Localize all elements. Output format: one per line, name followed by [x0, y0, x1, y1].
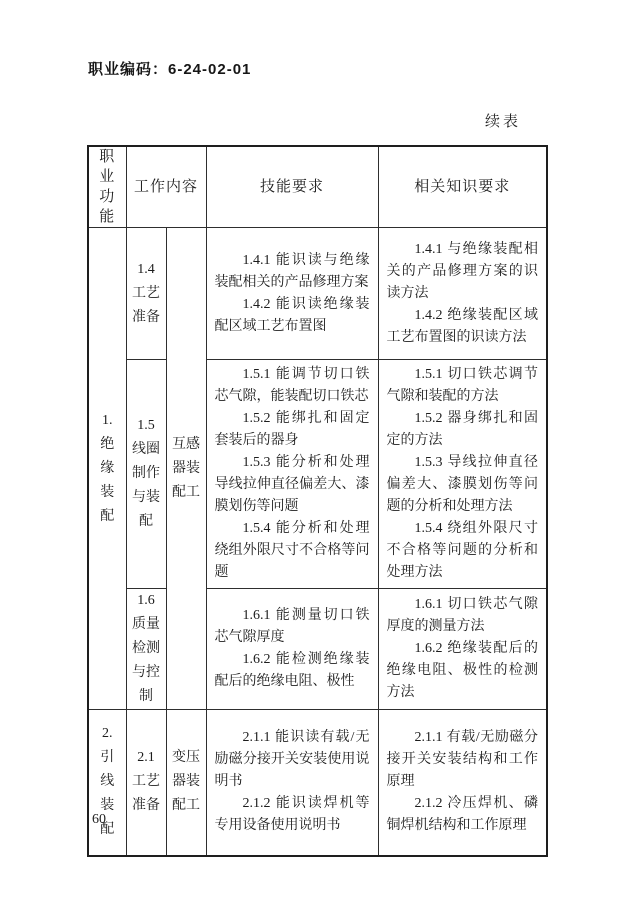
knowledge-item: 1.4.1 与绝缘装配相关的产品修理方案的识读方法 — [386, 241, 539, 301]
knowledge-item: 1.6.2 绝缘装配后的绝缘电阻、极性的检测方法 — [386, 641, 539, 700]
worker-cell-power-transformer-assembler: 变压器装配工 — [166, 710, 206, 856]
table-row — [88, 360, 547, 589]
skill-cell-2-1 — [206, 710, 378, 856]
skill-item: 1.6.2 能检测绝缘装配后的绝缘电阻、极性 — [214, 652, 370, 689]
skill-item: 1.4.2 能识读绝缘装配区域工艺布置图 — [214, 296, 370, 334]
skill-cell-1-4 — [206, 228, 378, 360]
col-header-function: 职业功能 — [88, 146, 126, 228]
skill-item: 1.5.4 能分析和处理绕组外限尺寸不合格等问题 — [214, 521, 370, 580]
page-number: 60 — [92, 812, 106, 827]
skill-item: 2.1.2 能识读焊机等专用设备使用说明书 — [214, 796, 370, 834]
knowledge-item: 1.4.2 绝缘装配区域工艺布置图的识读方法 — [386, 307, 539, 345]
knowledge-cell-2-1 — [378, 710, 547, 856]
skill-item: 1.6.1 能测量切口铁芯气隙厚度 — [214, 608, 370, 645]
knowledge-item: 1.6.1 切口铁芯气隙厚度的测量方法 — [386, 597, 539, 634]
task-cell-2-1: 2.1 工艺准备 — [126, 710, 166, 856]
table-row — [88, 228, 547, 360]
skill-item: 1.5.3 能分析和处理导线拉伸直径偏差大、漆膜划伤等问题 — [214, 455, 370, 514]
skill-item: 1.4.1 能识读与绝缘装配相关的产品修理方案 — [214, 252, 370, 290]
knowledge-cell-1-6 — [378, 589, 547, 710]
knowledge-cell-1-5 — [378, 360, 547, 589]
knowledge-item: 1.5.3 导线拉伸直径偏差大、漆膜划伤等问题的分析和处理方法 — [386, 455, 539, 514]
task-cell-1-4: 1.4 工艺准备 — [126, 228, 166, 360]
knowledge-item: 1.5.2 器身绑扎和固定的方法 — [386, 411, 539, 448]
skill-cell-1-6 — [206, 589, 378, 710]
skill-cell-1-5 — [206, 360, 378, 589]
knowledge-item: 2.1.1 有载/无励磁分接开关安装结构和工作原理 — [386, 730, 539, 790]
knowledge-cell-1-4 — [378, 228, 547, 360]
knowledge-item: 1.5.4 绕组外限尺寸不合格等问题的分析和处理方法 — [386, 521, 539, 580]
skill-item: 1.5.1 能调节切口铁芯气隙，能装配切口铁芯 — [214, 367, 370, 404]
continued-table-label: 续表 — [484, 114, 521, 130]
function-cell-insulation-assembly: 1. 绝缘装配 — [88, 228, 126, 710]
occupation-code-label: 职业编码：6-24-02-01 — [88, 61, 252, 78]
col-header-work-content: 工作内容 — [126, 146, 206, 228]
worker-cell-instrument-transformer-assembler: 互感器装配工 — [166, 228, 206, 710]
col-header-knowledge: 相关知识要求 — [378, 146, 547, 228]
skill-item: 1.5.2 能绑扎和固定套装后的器身 — [214, 411, 370, 448]
col-header-skills: 技能要求 — [206, 146, 378, 228]
occupational-standard-table — [87, 145, 548, 857]
knowledge-item: 2.1.2 冷压焊机、磷铜焊机结构和工作原理 — [386, 796, 539, 834]
task-cell-1-5: 1.5 线圈制作与装配 — [126, 360, 166, 589]
task-cell-1-6: 1.6 质量检测与控制 — [126, 589, 166, 710]
table-row — [88, 710, 547, 856]
knowledge-item: 1.5.1 切口铁芯调节气隙和装配的方法 — [386, 367, 539, 404]
skill-item: 2.1.1 能识读有载/无励磁分接开关安装使用说明书 — [214, 730, 370, 790]
function-cell-lead-assembly: 2. 引线装配 — [88, 710, 126, 856]
table-header-row — [88, 146, 547, 228]
table-row — [88, 589, 547, 710]
